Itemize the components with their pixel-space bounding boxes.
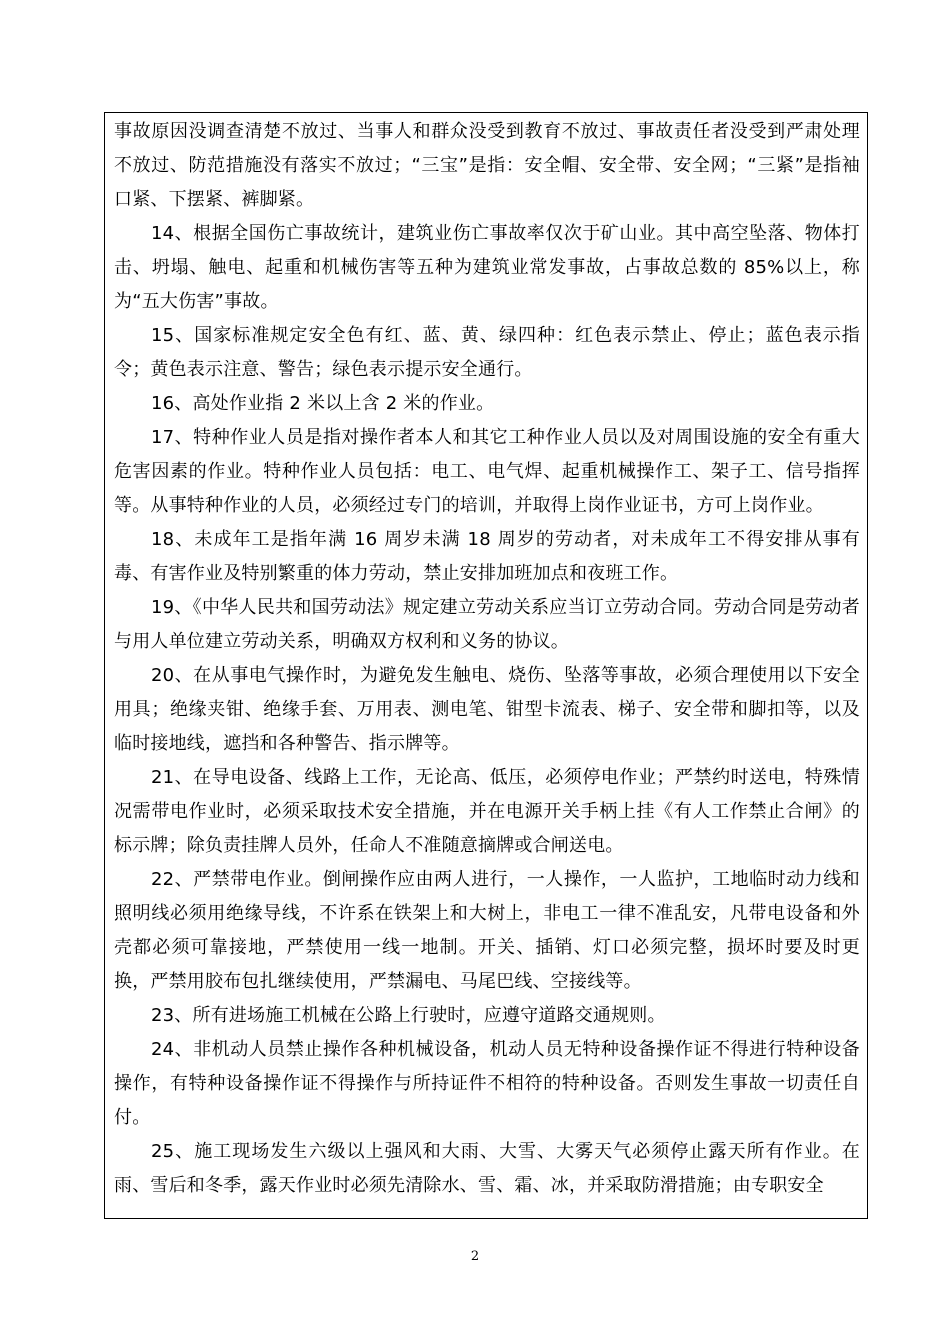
content-frame bbox=[104, 112, 868, 1219]
page-number: 2 bbox=[470, 1249, 480, 1264]
paragraph-22: 22、严禁带电作业。倒闸操作应由两人进行，一人操作，一人监护，工地临时动力线和照明线必须用绝缘导线，不许系在铁架上和大树上，非电工一律不准乱安，凡带电设备和外壳都必须可靠接地，严禁使用一线一地制。开关、插销、灯口必须完整，损坏时要及时更换，严禁用胶布包扎继续使用，严禁漏电、马尾巴线、空接线等。 bbox=[114, 869, 860, 992]
paragraph-19: 19、《中华人民共和国劳动法》规定建立劳动关系应当订立劳动合同。劳动合同是劳动者与用人单位建立劳动关系，明确双方权利和义务的协议。 bbox=[114, 597, 860, 652]
paragraph-20: 20、在从事电气操作时，为避免发生触电、烧伤、坠落等事故，必须合理使用以下安全用具；绝缘夹钳、绝缘手套、万用表、测电笔、钳型卡流表、梯子、安全带和脚扣等，以及临时接地线，遮挡和各种警告、指示牌等。 bbox=[114, 665, 860, 754]
paragraph-21: 21、在导电设备、线路上工作，无论高、低压，必须停电作业；严禁约时送电，特殊情况需带电作业时，必须采取技术安全措施，并在电源开关手柄上挂《有人工作禁止合闸》的标示牌；除负责挂牌人员外，任命人不准随意摘牌或合闸送电。 bbox=[114, 767, 860, 856]
paragraph-14: 14、根据全国伤亡事故统计，建筑业伤亡事故率仅次于矿山业。其中高空坠落、物体打击、坍塌、触电、起重和机械伤害等五种为建筑业常发事故，占事故总数的 85%以上，称为“五大伤害”事故。 bbox=[114, 223, 860, 312]
paragraph-16: 16、高处作业指 2 米以上含 2 米的作业。 bbox=[151, 393, 495, 414]
paragraph-24: 24、非机动人员禁止操作各种机械设备，机动人员无特种设备操作证不得进行特种设备操作，有特种设备操作证不得操作与所持证件不相符的特种设备。否则发生事故一切责任自付。 bbox=[114, 1039, 860, 1128]
paragraph-23: 23、所有进场施工机械在公路上行驶时，应遵守道路交通规则。 bbox=[151, 1005, 666, 1026]
paragraph-17: 17、特种作业人员是指对操作者本人和其它工种作业人员以及对周围设施的安全有重大危害因素的作业。特种作业人员包括：电工、电气焊、起重机械操作工、架子工、信号指挥等。从事特种作业的人员，必须经过专门的培训，并取得上岗作业证书，方可上岗作业。 bbox=[114, 427, 860, 516]
paragraph-18: 18、未成年工是指年满 16 周岁未满 18 周岁的劳动者，对未成年工不得安排从事有毒、有害作业及特别繁重的体力劳动，禁止安排加班加点和夜班工作。 bbox=[114, 529, 860, 584]
paragraph-15: 15、国家标准规定安全色有红、蓝、黄、绿四种：红色表示禁止、停止；蓝色表示指令；黄色表示注意、警告；绿色表示提示安全通行。 bbox=[114, 325, 860, 380]
document-body bbox=[114, 115, 860, 1203]
paragraph-continuation: 事故原因没调查清楚不放过、当事人和群众没受到教育不放过、事故责任者没受到严肃处理不放过、防范措施没有落实不放过；“三宝”是指：安全帽、安全带、安全网；“三紧”是指袖口紧、下摆紧、裤脚紧。 bbox=[114, 121, 860, 210]
paragraph-25: 25、施工现场发生六级以上强风和大雨、大雪、大雾天气必须停止露天所有作业。在雨、雪后和冬季，露天作业时必须先清除水、雪、霜、冰，并采取防滑措施；由专职安全 bbox=[114, 1141, 860, 1196]
